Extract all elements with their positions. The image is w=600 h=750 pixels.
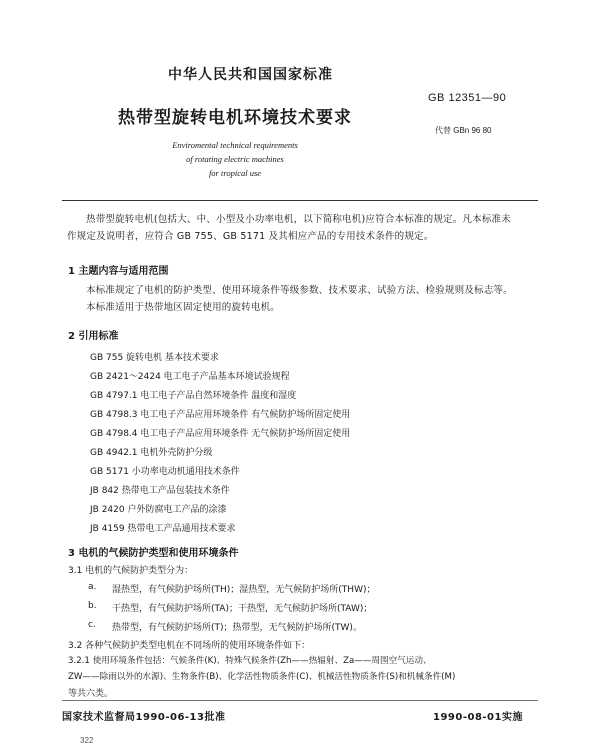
english-title-line: of rotating electric machines bbox=[186, 154, 284, 164]
intro-line: 作规定及说明者，应符合 GB 755、GB 5171 及其相应产品的专用技术条件的规定。 bbox=[67, 231, 434, 242]
reference-item: JB 4159 热带电工产品通用技术要求 bbox=[90, 524, 236, 534]
document-title: 热带型旋转电机环境技术要求 bbox=[118, 108, 352, 128]
clause-3-2: 3.2 各种气候防护类型电机在不同场所的使用环境条件如下： bbox=[68, 641, 311, 651]
list-item-text: 干热型，有气候防护场所(TA)；干热型，无气候防护场所(TAW)； bbox=[112, 604, 373, 614]
list-item-label: a. bbox=[88, 582, 97, 592]
header-rule bbox=[62, 200, 538, 201]
section-1-line: 本标准适用于热带地区固定使用的旋转电机。 bbox=[86, 302, 281, 313]
reference-item: GB 4798.3 电工电子产品应用环境条件 有气候防护场所固定使用 bbox=[90, 410, 351, 420]
clause-3-2-1-line: 3.2.1 使用环境条件包括：气候条件(K)、特殊气候条件(Zh——热辐射、Za——周围空气运动、 bbox=[68, 656, 432, 666]
replaces-note: 代替 GBn 96 80 bbox=[435, 126, 492, 135]
reference-item: GB 5171 小功率电动机通用技术条件 bbox=[90, 467, 240, 477]
list-item-text: 湿热型，有气候防护场所(TH)；湿热型，无气候防护场所(THW)； bbox=[112, 585, 376, 595]
clause-3-2-1-line: ZW——除雨以外的水源)、生物条件(B)、化学活性物质条件(C)、机械活性物质条件(S)和机械条件(M) bbox=[68, 672, 456, 682]
reference-item: GB 4798.4 电工电子产品应用环境条件 无气候防护场所固定使用 bbox=[90, 429, 351, 439]
reference-item: GB 4797.1 电工电子产品自然环境条件 温度和湿度 bbox=[90, 391, 297, 401]
standard-code: GB 12351—90 bbox=[428, 92, 507, 104]
reference-item: GB 2421～2424 电工电子产品基本环境试验规程 bbox=[90, 372, 290, 382]
section-2-heading: 2 引用标准 bbox=[68, 331, 119, 342]
page-number: 322 bbox=[80, 736, 94, 745]
country-standard-heading: 中华人民共和国国家标准 bbox=[168, 67, 333, 83]
reference-item: JB 842 热带电工产品包装技术条件 bbox=[90, 486, 230, 496]
clause-3-1: 3.1 电机的气候防护类型分为： bbox=[68, 566, 194, 576]
list-item-text: 热带型，有气候防护场所(T)；热带型，无气候防护场所(TW)。 bbox=[112, 623, 362, 633]
english-title-line: for tropical use bbox=[208, 168, 262, 178]
implementation-date: 1990-08-01实施 bbox=[433, 712, 523, 723]
reference-item: JB 2420 户外防腐电工产品的涂漆 bbox=[90, 505, 227, 515]
section-1-heading: 1 主题内容与适用范围 bbox=[68, 266, 169, 277]
intro-line: 热带型旋转电机(包括大、中、小型及小功率电机，以下简称电机)应符合本标准的规定。凡本标准未 bbox=[86, 214, 511, 225]
section-3-heading: 3 电机的气候防护类型和使用环境条件 bbox=[68, 548, 239, 559]
english-title-line: Enviromental technical requirements bbox=[172, 140, 298, 150]
reference-item: GB 755 旋转电机 基本技术要求 bbox=[90, 353, 219, 363]
section-1-line: 本标准规定了电机的防护类型、使用环境条件等级参数、技术要求、试验方法、检验规则及标志等。 bbox=[86, 285, 513, 296]
content-separator bbox=[62, 700, 538, 701]
clause-3-2-1-line: 等共六类。 bbox=[68, 689, 114, 699]
list-item-label: c. bbox=[88, 620, 96, 630]
reference-item: GB 4942.1 电机外壳防护分级 bbox=[90, 448, 213, 458]
approval-date: 国家技术监督局1990-06-13批准 bbox=[62, 712, 226, 723]
list-item-label: b. bbox=[88, 601, 97, 611]
